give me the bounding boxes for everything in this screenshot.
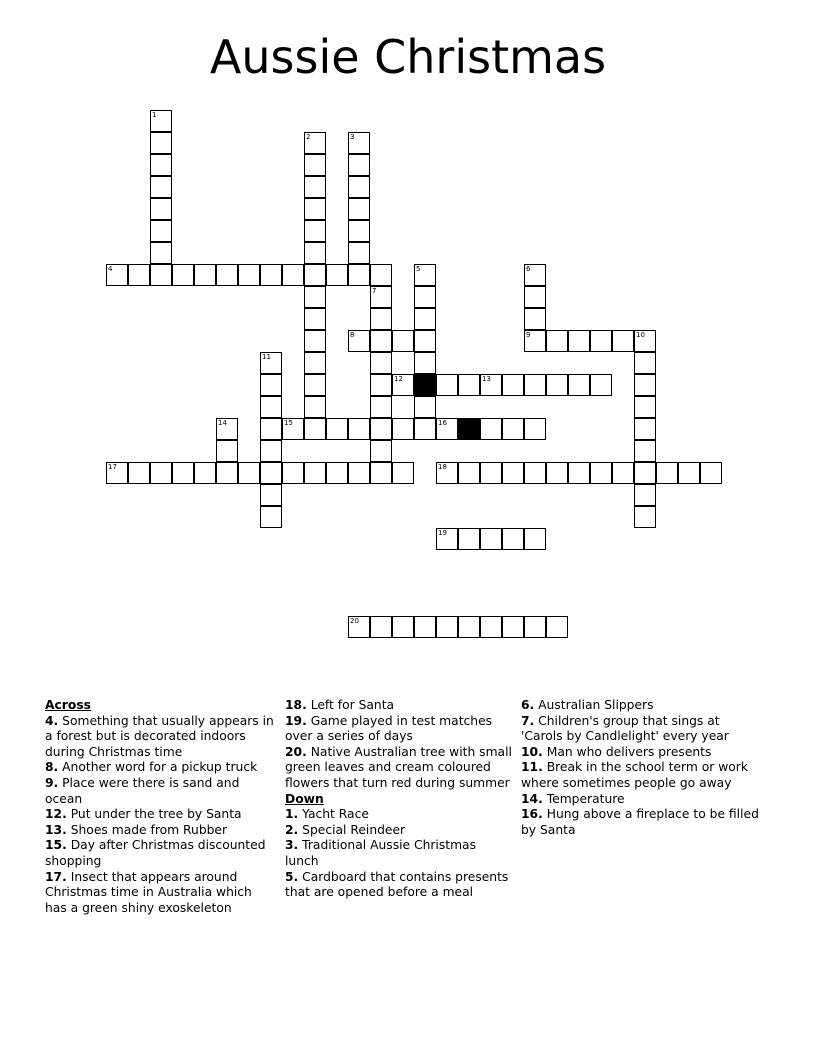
down-header: Down (285, 791, 324, 806)
grid-cell[interactable] (436, 528, 458, 550)
clue-item-across-18 (285, 698, 513, 714)
grid-cell[interactable] (348, 132, 370, 154)
clue-item-down-2 (285, 823, 513, 839)
clue-number: 20. (285, 744, 307, 759)
clue-number: 7. (521, 713, 535, 728)
clue-number: 13. (45, 822, 67, 837)
grid-cell[interactable] (348, 462, 370, 484)
grid-cell[interactable] (524, 330, 546, 352)
grid-cell[interactable] (326, 418, 348, 440)
clue-item-down-7 (521, 714, 761, 745)
grid-cell[interactable] (216, 264, 238, 286)
clue-number: 19. (285, 713, 307, 728)
clue-text: Native Australian tree with small green leaves and cream coloured flowers that turn red during summer (285, 744, 512, 790)
grid-cell[interactable] (260, 352, 282, 374)
grid-cell[interactable] (304, 264, 326, 286)
grid-cell[interactable] (524, 462, 546, 484)
grid-cell[interactable] (568, 462, 590, 484)
grid-cell[interactable] (260, 418, 282, 440)
grid-cell[interactable] (634, 440, 656, 462)
grid-cell[interactable] (370, 440, 392, 462)
grid-cell[interactable] (172, 462, 194, 484)
grid-cell[interactable] (260, 440, 282, 462)
grid-cell[interactable] (458, 528, 480, 550)
grid-cell[interactable] (480, 374, 502, 396)
grid-cell-number: 17 (108, 463, 117, 471)
clue-text: Children's group that sings at 'Carols by Candlelight' every year (521, 713, 729, 744)
clue-number: 14. (521, 791, 543, 806)
grid-cell[interactable] (348, 330, 370, 352)
clue-text: Cardboard that contains presents that are opened before a meal (285, 869, 509, 900)
grid-cell[interactable] (634, 352, 656, 374)
grid-cell[interactable] (480, 616, 502, 638)
clue-text: Insect that appears around Christmas time in Australia which has a green shiny exoskeleton (45, 869, 252, 915)
clue-text: Hung above a fireplace to be filled by Santa (521, 807, 759, 837)
grid-cell[interactable] (304, 352, 326, 374)
grid-cell[interactable] (634, 506, 656, 528)
clues-section (45, 698, 775, 916)
grid-cell-number: 19 (438, 529, 447, 537)
grid-cell[interactable] (436, 418, 458, 440)
grid-cell[interactable] (414, 396, 436, 418)
clue-text: Game played in test matches over a series of days (285, 713, 493, 744)
grid-cell-blocked (458, 418, 480, 440)
grid-cell[interactable] (414, 616, 436, 638)
clue-number: 2. (285, 822, 299, 837)
grid-cell[interactable] (678, 462, 700, 484)
grid-cell[interactable] (414, 286, 436, 308)
grid-cell-blocked (414, 374, 436, 396)
grid-cell[interactable] (260, 462, 282, 484)
grid-cell[interactable] (370, 616, 392, 638)
clue-number: 15. (45, 838, 67, 853)
clue-item-down-11 (521, 760, 761, 791)
grid-cell[interactable] (106, 462, 128, 484)
clue-item-across-12 (45, 807, 277, 823)
grid-cell[interactable] (480, 462, 502, 484)
grid-cell[interactable] (304, 286, 326, 308)
grid-cell[interactable] (568, 374, 590, 396)
grid-cell[interactable] (172, 264, 194, 286)
grid-cell[interactable] (194, 462, 216, 484)
grid-cell[interactable] (546, 616, 568, 638)
grid-cell[interactable] (216, 440, 238, 462)
grid-cell[interactable] (370, 418, 392, 440)
clue-text: Yacht Race (298, 807, 369, 822)
grid-cell[interactable] (502, 374, 524, 396)
clue-number: 12. (45, 807, 67, 822)
grid-cell[interactable] (304, 374, 326, 396)
grid-cell[interactable] (282, 418, 304, 440)
grid-cell-number: 1 (152, 111, 157, 119)
grid-cell[interactable] (326, 264, 348, 286)
grid-cell[interactable] (436, 462, 458, 484)
grid-cell[interactable] (568, 330, 590, 352)
grid-cell[interactable] (502, 418, 524, 440)
clue-text: Break in the school term or work where sometimes people go away (521, 760, 748, 790)
grid-cell[interactable] (458, 374, 480, 396)
grid-cell[interactable] (282, 264, 304, 286)
grid-cell-number: 10 (636, 331, 645, 339)
clue-text: Traditional Aussie Christmas lunch (285, 838, 476, 868)
grid-cell[interactable] (436, 616, 458, 638)
clue-text: Something that usually appears in a forest but is decorated indoors during Christmas time (45, 713, 274, 759)
grid-cell[interactable] (128, 462, 150, 484)
grid-cell[interactable] (260, 484, 282, 506)
grid-cell[interactable] (656, 462, 678, 484)
grid-cell-number: 6 (526, 265, 531, 273)
grid-cell[interactable] (590, 330, 612, 352)
grid-cell[interactable] (150, 110, 172, 132)
grid-cell[interactable] (634, 462, 656, 484)
grid-cell[interactable] (304, 154, 326, 176)
grid-cell-number: 8 (350, 331, 355, 339)
grid-cell-number: 13 (482, 375, 491, 383)
grid-cell[interactable] (414, 352, 436, 374)
grid-cell-number: 7 (372, 287, 377, 295)
grid-cell[interactable] (634, 396, 656, 418)
grid-cell[interactable] (194, 264, 216, 286)
clue-number: 8. (45, 760, 59, 775)
clue-item-across-9 (45, 776, 277, 807)
clue-text: Put under the tree by Santa (66, 807, 242, 822)
grid-cell-number: 11 (262, 353, 271, 361)
grid-cell[interactable] (524, 616, 546, 638)
grid-cell[interactable] (370, 264, 392, 286)
grid-cell[interactable] (370, 330, 392, 352)
grid-cell[interactable] (502, 616, 524, 638)
grid-cell[interactable] (348, 154, 370, 176)
grid-cell[interactable] (304, 418, 326, 440)
grid-cell-number: 14 (218, 419, 227, 427)
clues-column-3 (521, 698, 761, 838)
grid-cell-number: 2 (306, 133, 311, 141)
clue-item-across-15 (45, 838, 277, 869)
grid-cell[interactable] (612, 462, 634, 484)
clue-text: Temperature (542, 791, 625, 806)
grid-cell[interactable] (546, 462, 568, 484)
clue-item-down-5 (285, 870, 513, 901)
grid-cell[interactable] (304, 308, 326, 330)
grid-cell[interactable] (304, 462, 326, 484)
grid-cell[interactable] (414, 264, 436, 286)
grid-cell[interactable] (502, 528, 524, 550)
grid-cell[interactable] (634, 330, 656, 352)
page-title: Aussie Christmas (209, 30, 607, 84)
grid-cell[interactable] (370, 286, 392, 308)
grid-cell[interactable] (458, 616, 480, 638)
clue-item-down-10 (521, 745, 761, 761)
clue-text: Place were there is sand and ocean (45, 775, 240, 806)
grid-cell[interactable] (348, 198, 370, 220)
grid-cell[interactable] (282, 462, 304, 484)
grid-cell[interactable] (304, 176, 326, 198)
grid-cell[interactable] (260, 374, 282, 396)
grid-cell[interactable] (216, 418, 238, 440)
clue-item-across-19 (285, 714, 513, 745)
grid-cell[interactable] (348, 264, 370, 286)
grid-cell[interactable] (216, 462, 238, 484)
grid-cell[interactable] (392, 374, 414, 396)
grid-cell[interactable] (150, 198, 172, 220)
grid-cell[interactable] (546, 374, 568, 396)
grid-cell-number: 9 (526, 331, 531, 339)
clue-text: Man who delivers presents (542, 744, 712, 759)
grid-cell[interactable] (370, 352, 392, 374)
grid-cell-number: 18 (438, 463, 447, 471)
grid-cell[interactable] (260, 506, 282, 528)
clue-item-down-16 (521, 807, 761, 838)
grid-cell-number: 4 (108, 265, 113, 273)
clue-text: Day after Christmas discounted shopping (45, 838, 266, 868)
grid-cell-number: 3 (350, 133, 355, 141)
grid-cell[interactable] (348, 242, 370, 264)
clues-column-1 (45, 698, 277, 916)
grid-cell[interactable] (414, 308, 436, 330)
grid-cell[interactable] (304, 330, 326, 352)
clue-item-down-14 (521, 792, 761, 808)
grid-cell[interactable] (458, 462, 480, 484)
grid-cell[interactable] (546, 330, 568, 352)
clue-text: Shoes made from Rubber (66, 822, 228, 837)
grid-cell-number: 20 (350, 617, 359, 625)
clue-number: 18. (285, 698, 307, 712)
grid-cell[interactable] (150, 176, 172, 198)
clue-number: 6. (521, 698, 535, 712)
grid-cell[interactable] (304, 132, 326, 154)
grid-cell[interactable] (348, 220, 370, 242)
grid-cell[interactable] (590, 374, 612, 396)
grid-cell[interactable] (348, 616, 370, 638)
clue-item-across-17 (45, 870, 277, 917)
clue-text: Australian Slippers (534, 698, 654, 712)
grid-cell[interactable] (348, 418, 370, 440)
grid-cell[interactable] (700, 462, 722, 484)
clue-number: 5. (285, 869, 299, 884)
grid-cell[interactable] (326, 462, 348, 484)
grid-cell[interactable] (370, 396, 392, 418)
grid-cell[interactable] (150, 264, 172, 286)
grid-cell[interactable] (304, 198, 326, 220)
grid-cell[interactable] (524, 374, 546, 396)
clue-item-down-3 (285, 838, 513, 869)
grid-cell[interactable] (150, 242, 172, 264)
grid-cell[interactable] (392, 616, 414, 638)
grid-cell[interactable] (348, 176, 370, 198)
grid-cell[interactable] (150, 462, 172, 484)
clue-item-across-8 (45, 760, 277, 776)
grid-cell[interactable] (634, 418, 656, 440)
grid-cell[interactable] (304, 220, 326, 242)
clue-item-across-20 (285, 745, 513, 792)
clue-item-down-6 (521, 698, 761, 714)
grid-cell[interactable] (590, 462, 612, 484)
grid-cell[interactable] (524, 264, 546, 286)
grid-cell[interactable] (370, 374, 392, 396)
clue-item-across-4 (45, 714, 277, 761)
clue-number: 10. (521, 744, 543, 759)
clue-number: 9. (45, 775, 59, 790)
grid-cell[interactable] (480, 528, 502, 550)
clue-text: Another word for a pickup truck (58, 760, 258, 775)
grid-cell[interactable] (392, 462, 414, 484)
clue-number: 1. (285, 807, 299, 822)
clues-column-2 (285, 698, 513, 901)
grid-cell[interactable] (304, 396, 326, 418)
clue-item-across-13 (45, 823, 277, 839)
grid-cell[interactable] (502, 462, 524, 484)
grid-cell[interactable] (128, 264, 150, 286)
grid-cell[interactable] (436, 374, 458, 396)
grid-cell[interactable] (634, 484, 656, 506)
grid-cell[interactable] (524, 308, 546, 330)
grid-cell-number: 5 (416, 265, 421, 273)
grid-cell-number: 16 (438, 419, 447, 427)
grid-cell[interactable] (414, 330, 436, 352)
grid-cell[interactable] (370, 462, 392, 484)
across-header: Across (45, 698, 91, 712)
grid-cell[interactable] (260, 396, 282, 418)
clue-number: 3. (285, 838, 299, 853)
clue-item-down-1 (285, 807, 513, 823)
grid-cell[interactable] (238, 264, 260, 286)
grid-cell[interactable] (524, 528, 546, 550)
grid-cell-number: 12 (394, 375, 403, 383)
grid-cell[interactable] (414, 418, 436, 440)
clue-number: 17. (45, 869, 67, 884)
clue-text: Left for Santa (306, 698, 395, 712)
grid-cell[interactable] (480, 418, 502, 440)
grid-cell[interactable] (392, 330, 414, 352)
grid-cell[interactable] (392, 418, 414, 440)
clue-number: 16. (521, 807, 543, 822)
grid-cell[interactable] (634, 374, 656, 396)
grid-cell[interactable] (612, 330, 634, 352)
grid-cell[interactable] (260, 264, 282, 286)
grid-cell[interactable] (106, 264, 128, 286)
clue-text: Special Reindeer (298, 822, 406, 837)
clue-number: 4. (45, 713, 59, 728)
grid-cell[interactable] (150, 154, 172, 176)
grid-cell-number: 15 (284, 419, 293, 427)
grid-cell[interactable] (370, 308, 392, 330)
grid-cell[interactable] (524, 418, 546, 440)
grid-cell[interactable] (150, 132, 172, 154)
grid-cell[interactable] (304, 242, 326, 264)
clue-number: 11. (521, 760, 543, 775)
grid-cell[interactable] (524, 286, 546, 308)
grid-cell[interactable] (150, 220, 172, 242)
grid-cell[interactable] (238, 462, 260, 484)
